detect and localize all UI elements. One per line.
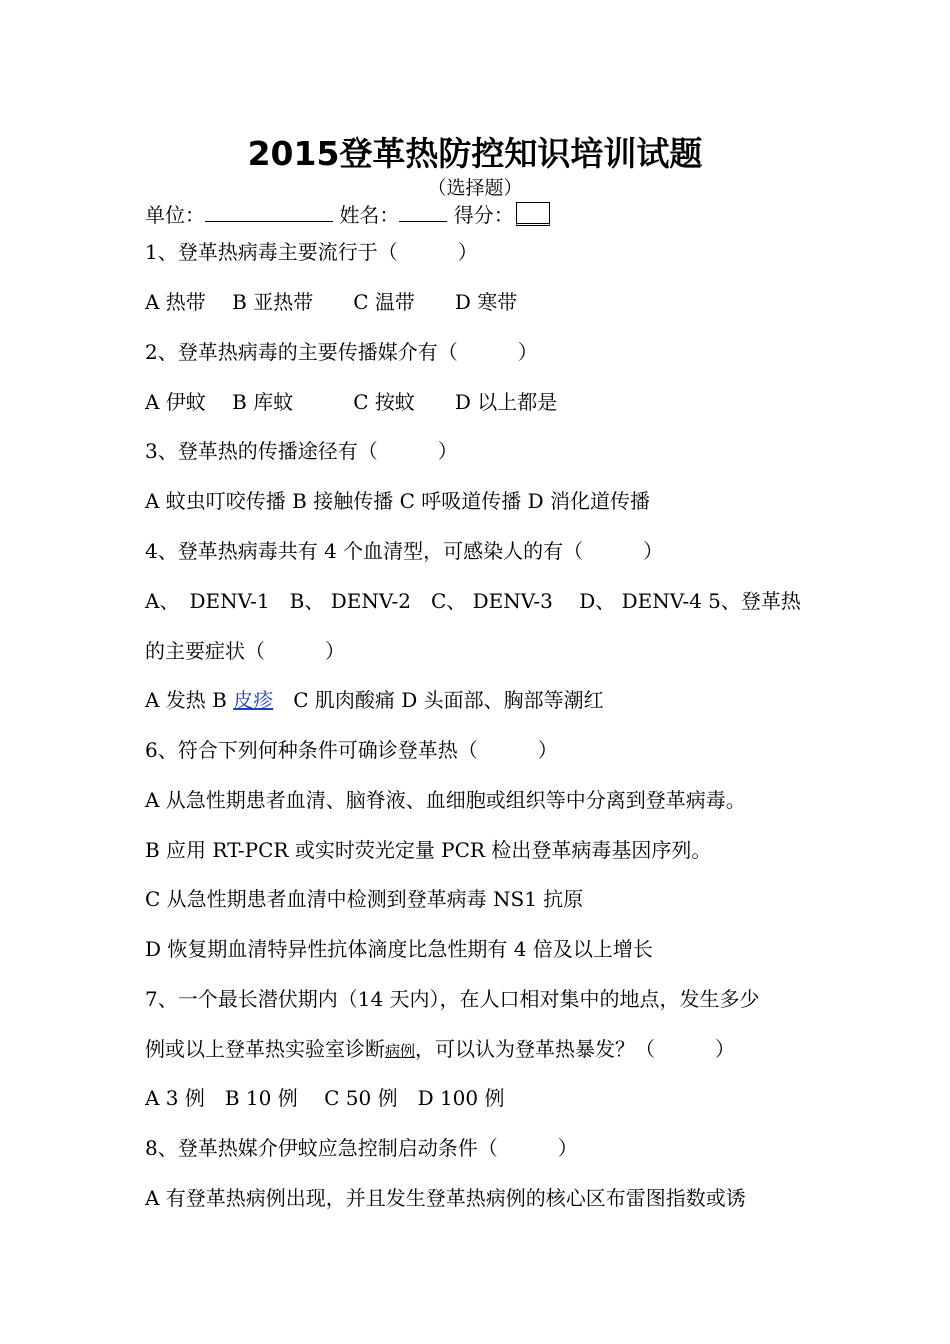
question-2: 2、登革热病毒的主要传播媒介有（ ） <box>145 340 538 364</box>
q7-text-b: ，可以认为登革热暴发？（ ） <box>415 1037 736 1061</box>
name-label: 姓名： <box>339 203 400 227</box>
question-1-options: A 热带 B 亚热带 C 温带 D 寒带 <box>145 290 518 314</box>
question-6: 6、符合下列何种条件可确诊登革热（ ） <box>145 738 558 762</box>
rash-link[interactable]: 皮疹 <box>233 688 274 712</box>
question-5-options <box>145 684 825 713</box>
question-6-option-c: C 从急性期患者血清中检测到登革病毒 NS1 抗原 <box>145 887 584 911</box>
unit-blank <box>205 201 333 222</box>
question-6-option-d: D 恢复期血清特异性抗体滴度比急性期有 4 倍及以上增长 <box>145 937 653 961</box>
question-5: 的主要症状（ ） <box>145 639 345 663</box>
q5-option-a: A 发热 B <box>145 688 234 712</box>
question-7: 7、一个最长潜伏期内（14 天内），在人口相对集中的地点，发生多少 <box>145 987 760 1011</box>
page-subtitle: （选择题） <box>427 177 523 199</box>
question-6-option-b: B 应用 RT-PCR 或实时荧光定量 PCR 检出登革病毒基因序列。 <box>145 838 712 862</box>
question-8-option-a: A 有登革热病例出现，并且发生登革热病例的核心区布雷图指数或诱 <box>145 1186 746 1210</box>
q5-option-rest: C 肌肉酸痛 D 头面部、胸部等潮红 <box>273 688 604 712</box>
name-blank <box>399 201 447 222</box>
score-box <box>516 202 550 226</box>
question-6-option-a: A 从急性期患者血清、脑脊液、血细胞或组织等中分离到登革病毒。 <box>145 788 746 812</box>
question-8: 8、登革热媒介伊蚊应急控制启动条件（ ） <box>145 1136 578 1160</box>
question-7-options: A 3 例 B 10 例 C 50 例 D 100 例 <box>145 1086 505 1110</box>
question-1: 1、登革热病毒主要流行于（ ） <box>145 240 478 264</box>
question-3-options: A 蚊虫叮咬传播 B 接触传播 C 呼吸道传播 D 消化道传播 <box>145 489 650 513</box>
score-label: 得分： <box>453 203 514 227</box>
question-3: 3、登革热的传播途径有（ ） <box>145 439 458 463</box>
question-4-options: A、 DENV-1 B、 DENV-2 C、 DENV-3 D、 DENV-4 5、登革热 <box>145 589 801 613</box>
page-title: 2015登革热防控知识培训试题 <box>247 134 703 173</box>
q7-underlined: 病例 <box>385 1042 416 1060</box>
question-2-options: A 伊蚊 B 库蚊 C 按蚊 D 以上都是 <box>145 390 558 414</box>
unit-label: 单位： <box>145 203 205 227</box>
question-7-cont <box>145 1033 825 1062</box>
question-4: 4、登革热病毒共有 4 个血清型，可感染人的有（ ） <box>145 539 664 563</box>
q7-text-a: 例或以上登革热实验室诊断 <box>145 1037 385 1061</box>
info-line <box>145 199 825 228</box>
